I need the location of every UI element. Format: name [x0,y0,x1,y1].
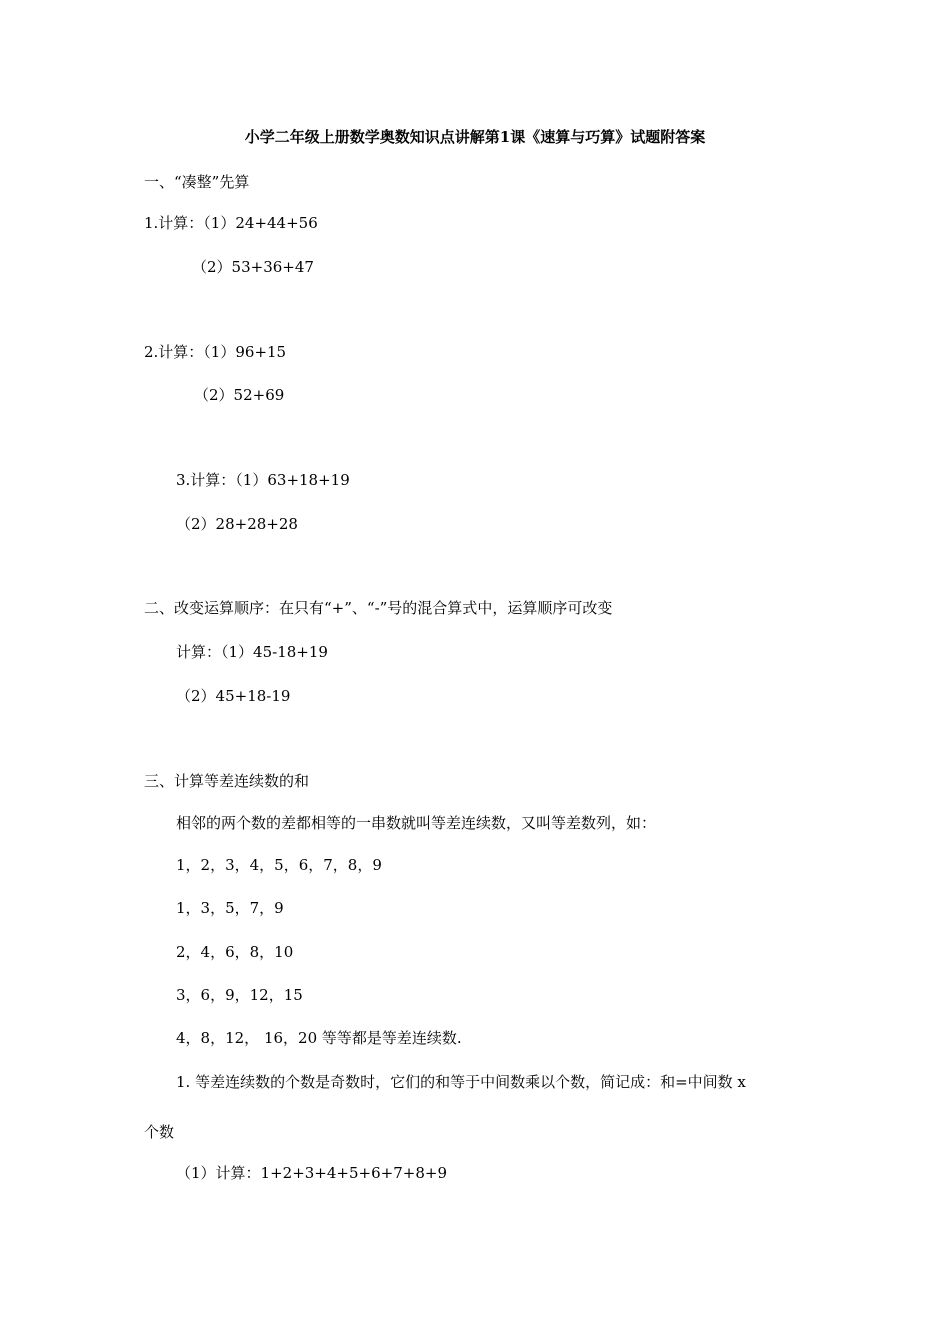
document-title: 小学二年级上册数学奥数知识点讲解第1课《速算与巧算》试题附答案 [244,128,706,146]
section1-question2-part2: （2）52+69 [194,386,285,404]
section3-heading: 三、计算等差连续数的和 [144,772,310,790]
section1-question1-part2: （2）53+36+47 [192,258,314,276]
section1-question1-part1: 1.计算：（1）24+44+56 [144,214,318,232]
section3-definition: 相邻的两个数的差都相等的一串数就叫等差连续数，又叫等差数列，如： [176,814,657,832]
sequence-example: 2，4，6，8，10 [176,943,294,961]
sequence-example: 1，2，3，4，5，6，7，8，9 [176,856,382,874]
rule1-text-line1: 1. 等差连续数的个数是奇数时，它们的和等于中间数乘以个数，简记成：和=中间数 x [176,1073,746,1091]
section2-question-part2: （2）45+18-19 [176,687,291,705]
section1-question3-part1: 3.计算：（1）63+18+19 [176,471,350,489]
section2-heading: 二、改变运算顺序：在只有“+”、“-”号的混合算式中，运算顺序可改变 [144,599,613,617]
rule1-text-line2: 个数 [144,1123,175,1141]
sequence-example: 3，6，9，12，15 [176,986,303,1004]
sequence-example: 4，8，12， 16，20 等等都是等差连续数. [176,1029,462,1047]
sequence-example: 1，3，5，7，9 [176,899,284,917]
section1-question3-part2: （2）28+28+28 [176,515,298,533]
rule1-question: （1）计算：1+2+3+4+5+6+7+8+9 [176,1164,447,1182]
section1-heading: 一、“凑整”先算 [144,173,250,191]
section1-question2-part1: 2.计算：（1）96+15 [144,343,287,361]
section2-question-part1: 计算：（1）45-18+19 [176,643,328,661]
